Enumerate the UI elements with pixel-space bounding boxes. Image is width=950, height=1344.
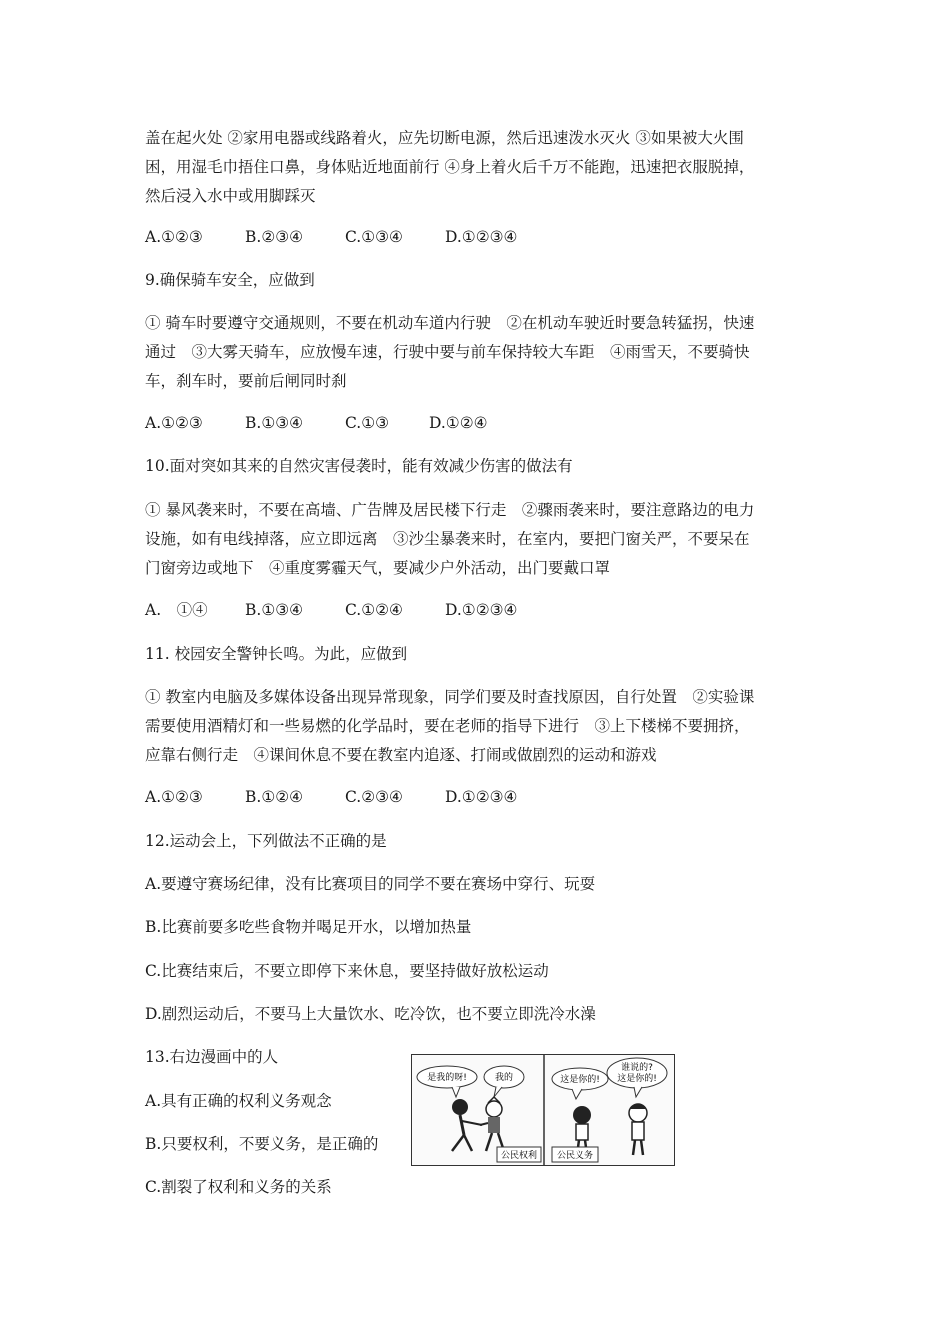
option-d: D.①②③④ <box>445 228 518 246</box>
option-d: D.①②③④ <box>445 788 518 806</box>
option-c: C.①③④ <box>345 228 403 246</box>
comic-left-bubble-1: 是我的呀! <box>427 1073 467 1083</box>
figure-head <box>452 1099 468 1115</box>
option-a: A.①②③ <box>145 788 203 806</box>
option-c: C.①②④ <box>345 601 403 619</box>
q9-options <box>145 409 810 438</box>
figure-head <box>573 1106 591 1124</box>
q13-option-b: B.只要权利，不要义务，是正确的 <box>145 1135 379 1153</box>
q9-line: 车，刹车时，要前后闸同时刹 <box>145 372 347 390</box>
q9-line: 通过 ③大雾天骑车，应放慢车速，行驶中要与前车保持较大车距 ④雨雪天，不要骑快 <box>145 343 750 361</box>
q12-option-d: D.剧烈运动后，不要马上大量饮水、吃冷饮，也不要立即洗冷水澡 <box>145 1005 596 1023</box>
comic-right-bubble-2a: 谁说的? <box>621 1063 653 1073</box>
q11-body <box>145 683 810 770</box>
comic-left-caption: 公民权利 <box>500 1151 538 1161</box>
q10-line: 设施，如有电线掉落，应立即远离 ③沙尘暴袭来时，在室内，要把门窗关严，不要呆在 <box>145 530 750 548</box>
q11-options <box>145 783 810 812</box>
q10-body <box>145 496 810 583</box>
comic-left-bubble-2: 我的 <box>494 1073 514 1083</box>
q8-line: 盖在起火处 ②家用电器或线路着火，应先切断电源，然后迅速泼水灭火 ③如果被大火围 <box>145 129 744 147</box>
q11-line: 应靠右侧行走 ④课间休息不要在教室内追逐、打闹或做剧烈的运动和游戏 <box>145 746 657 764</box>
q9-body <box>145 309 810 396</box>
option-a: A.①②③ <box>145 414 203 432</box>
figure-head <box>486 1101 502 1117</box>
q11-line: 需要使用酒精灯和一些易燃的化学品时，要在老师的指导下进行 ③上下楼梯不要拥挤， <box>145 717 750 735</box>
q13-option-c: C.割裂了权利和义务的关系 <box>145 1178 332 1196</box>
comic-right-bubble-1: 这是你的! <box>560 1075 600 1085</box>
option-b: B.①③④ <box>245 414 304 432</box>
q12-option-c: C.比赛结束后，不要立即停下来休息，要坚持做好放松运动 <box>145 962 549 980</box>
q12-option-a: A.要遵守赛场纪律，没有比赛项目的同学不要在赛场中穿行、玩耍 <box>145 875 596 893</box>
option-d: D.①②④ <box>429 414 488 432</box>
q8-continuation <box>145 124 810 211</box>
option-d: D.①②③④ <box>445 601 518 619</box>
option-a: A. ①④ <box>145 601 208 619</box>
q10-stem: 10.面对突如其来的自然灾害侵袭时，能有效减少伤害的做法有 <box>145 457 573 475</box>
option-a: A.①②③ <box>145 228 203 246</box>
option-b: B.①③④ <box>245 601 304 619</box>
q11-line: ① 教室内电脑及多媒体设备出现异常现象，同学们要及时查找原因，自行处置 ②实验课 <box>145 688 755 706</box>
option-c: C.①③ <box>345 414 390 432</box>
q12-option-b: B.比赛前要多吃些食物并喝足开水，以增加热量 <box>145 918 472 936</box>
q8-line: 困，用湿毛巾捂住口鼻，身体贴近地面前行 ④身上着火后千万不能跑，迅速把衣服脱掉， <box>145 158 755 176</box>
option-b: B.②③④ <box>245 228 304 246</box>
q9-line: ① 骑车时要遵守交通规则，不要在机动车道内行驶 ②在机动车驶近时要急转猛拐，快速 <box>145 314 755 332</box>
q13-stem: 13.右边漫画中的人 <box>145 1048 279 1066</box>
comic-right-bubble-2b: 这是你的! <box>617 1074 657 1084</box>
q8-options <box>145 223 810 252</box>
q10-line: ① 暴风袭来时，不要在高墙、广告牌及居民楼下行走 ②骤雨袭来时，要注意路边的电力 <box>145 501 755 519</box>
q8-line: 然后浸入水中或用脚踩灭 <box>145 187 316 205</box>
q11-stem: 11. 校园安全警钟长鸣。为此，应做到 <box>145 645 408 663</box>
q10-line: 门窗旁边或地下 ④重度雾霾天气，要减少户外活动，出门要戴口罩 <box>145 559 611 577</box>
rights-duties-comic <box>411 1054 675 1166</box>
comic-drawing <box>412 1055 674 1165</box>
q12-stem: 12.运动会上，下列做法不正确的是 <box>145 832 387 850</box>
option-b: B.①②④ <box>245 788 304 806</box>
q13-option-a: A.具有正确的权利义务观念 <box>145 1092 332 1110</box>
q10-options <box>145 596 810 625</box>
comic-right-caption: 公民义务 <box>556 1151 594 1161</box>
option-c: C.②③④ <box>345 788 403 806</box>
q9-stem: 9.确保骑车安全，应做到 <box>145 271 315 289</box>
